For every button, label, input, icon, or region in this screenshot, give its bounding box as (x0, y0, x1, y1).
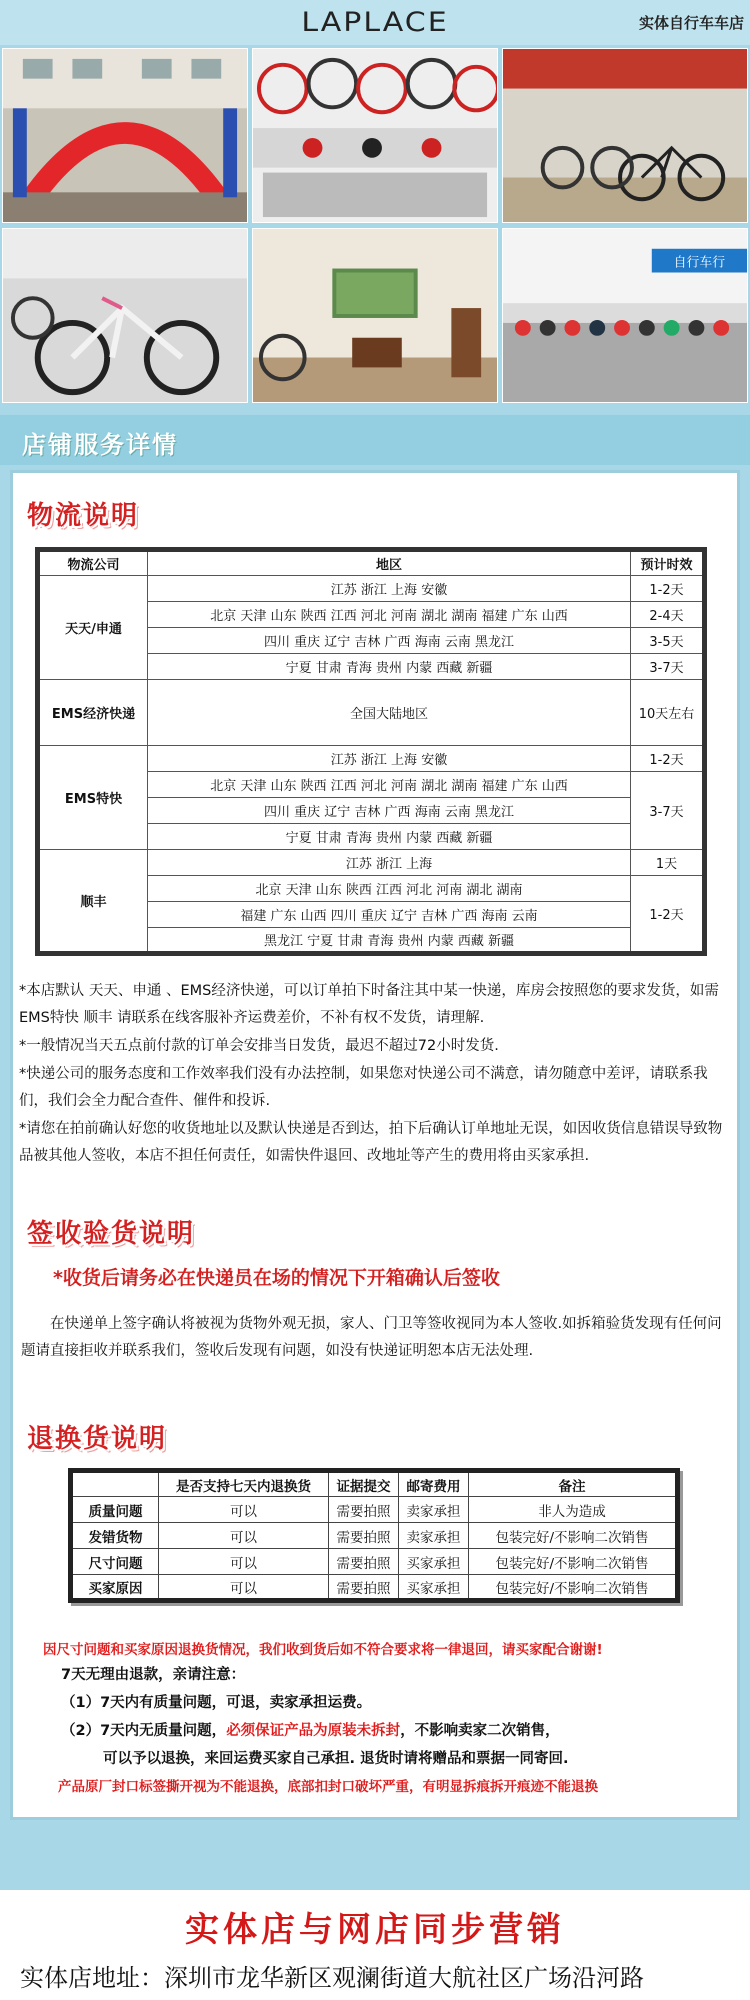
service-section-bar (0, 415, 750, 465)
area-cell: 江苏 浙江 上海 安徽 (148, 576, 631, 602)
table-row (71, 1523, 678, 1549)
logistics-note: *一般情况当天五点前付款的订单会安排当日发货，最迟不超过72小时发货. (19, 1038, 499, 1054)
returns-line: 可以予以退换，来回运费买家自己承担. 退货时请将赠品和票据一同寄回. (103, 1751, 569, 1767)
area-cell: 北京 天津 山东 陕西 江西 河北 河南 湖北 湖南 福建 广东 山西 (148, 772, 631, 798)
group-photo (502, 228, 748, 403)
store-photo-grid (2, 48, 748, 403)
area-cell: 江苏 浙江 上海 安徽 (148, 746, 631, 772)
wheel-wall-photo (252, 48, 498, 223)
company-cell: 顺丰 (38, 850, 148, 954)
time-cell: 3-7天 (631, 772, 705, 850)
logistics-title: 物流说明 (27, 501, 140, 531)
sync-marketing-title: 实体店与网店同步营销 (185, 1910, 565, 1950)
table-row (38, 576, 705, 602)
table-cell: 可以 (159, 1549, 329, 1575)
service-panel (10, 470, 740, 1820)
reason-cell: 尺寸问题 (71, 1549, 159, 1575)
table-header-cell: 是否支持七天内退换货 (159, 1471, 329, 1497)
returns-table (68, 1468, 680, 1603)
table-row (71, 1575, 678, 1601)
returns-line (61, 1719, 560, 1740)
reason-cell: 买家原因 (71, 1575, 159, 1601)
reason-cell: 质量问题 (71, 1497, 159, 1523)
table-cell: 可以 (159, 1575, 329, 1601)
table-cell: 非人为造成 (469, 1497, 678, 1523)
table-cell: 可以 (159, 1497, 329, 1523)
table-header-cell (71, 1471, 159, 1497)
time-cell: 1天 (631, 850, 705, 876)
white-bikes-photo (2, 228, 248, 403)
time-cell: 1-2天 (631, 576, 705, 602)
storefront-arch-photo (2, 48, 248, 223)
table-cell: 包装完好/不影响二次销售 (469, 1549, 678, 1575)
time-cell: 3-5天 (631, 628, 705, 654)
table-cell: 包装完好/不影响二次销售 (469, 1575, 678, 1601)
service-title: 店铺服务详情 (22, 431, 178, 459)
logistics-note: *本店默认 天天、申通 、EMS经济快递，可以订单拍下时备注其中某一快递，库房会按照您的要求发货，如需EMS特快 顺丰 请联系在线客服补齐运费差价，不补有权不发货，请理解. (19, 983, 719, 1026)
returns-line-part: （2）7天内无质量问题， (61, 1723, 227, 1739)
table-cell: 卖家承担 (399, 1523, 469, 1549)
company-cell: EMS特快 (38, 746, 148, 850)
table-cell: 需要拍照 (329, 1497, 399, 1523)
area-cell: 四川 重庆 辽宁 吉林 广西 海南 云南 黑龙江 (148, 628, 631, 654)
table-header-cell: 地区 (148, 550, 631, 576)
returns-line: （1）7天内有质量问题，可退，卖家承担运费。 (61, 1695, 372, 1711)
table-header-row (38, 550, 705, 576)
returns-warning: 因尺寸问题和买家原因退换货情况，我们收到货后如不符合要求将一律退回，请买家配合谢谢! (43, 1642, 603, 1658)
table-header-cell: 备注 (469, 1471, 678, 1497)
logistics-note: *请您在拍前确认好您的收货地址以及默认快递是否到达，拍下后确认订单地址无误，如因收货信息错误导致物品被其他人签收，本店不担任何责任，如需快件退回、改地址等产生的费用将由买家承担. (19, 1121, 723, 1164)
time-cell: 10天左右 (631, 680, 705, 746)
store-tag: 实体自行车车店 (638, 14, 744, 32)
area-cell: 宁夏 甘肃 青海 贵州 内蒙 西藏 新疆 (148, 824, 631, 850)
returns-line-highlight: 必须保证产品为原装未拆封 (226, 1723, 401, 1739)
table-header-cell: 证据提交 (329, 1471, 399, 1497)
lounge-photo (252, 228, 498, 403)
table-cell: 需要拍照 (329, 1523, 399, 1549)
table-cell: 买家承担 (399, 1575, 469, 1601)
returns-line: 7天无理由退款，亲请注意： (61, 1667, 246, 1683)
returns-line-part: ，不影响卖家二次销售， (400, 1723, 560, 1739)
company-cell: 天天/申通 (38, 576, 148, 680)
table-cell: 卖家承担 (399, 1497, 469, 1523)
table-cell: 需要拍照 (329, 1549, 399, 1575)
returns-warning: 产品原厂封口标签撕开视为不能退换，底部扣封口破坏严重，有明显拆痕拆开痕迹不能退换 (58, 1779, 598, 1795)
signing-warning: *收货后请务必在快递员在场的情况下开箱确认后签收 (53, 1267, 500, 1289)
area-cell: 江苏 浙江 上海 (148, 850, 631, 876)
area-cell: 四川 重庆 辽宁 吉林 广西 海南 云南 黑龙江 (148, 798, 631, 824)
logistics-note: *快递公司的服务态度和工作效率我们没有办法控制，如果您对快递公司不满意，请勿随意中差评，请联系我们，我们会全力配合查件、催件和投诉. (19, 1066, 708, 1109)
area-cell: 黑龙江 宁夏 甘肃 青海 贵州 内蒙 西藏 新疆 (148, 928, 631, 954)
time-cell: 1-2天 (631, 746, 705, 772)
reason-cell: 发错货物 (71, 1523, 159, 1549)
shop-sign-text: 自行车行 (673, 255, 726, 271)
table-header-row (71, 1471, 678, 1497)
laplace-logo: LAPLACE (301, 6, 449, 39)
header (0, 0, 750, 45)
table-header-cell: 预计时效 (631, 550, 705, 576)
time-cell: 1-2天 (631, 876, 705, 954)
area-cell: 北京 天津 山东 陕西 江西 河北 河南 湖北 湖南 福建 广东 山西 (148, 602, 631, 628)
area-cell: 北京 天津 山东 陕西 江西 河北 河南 湖北 湖南 (148, 876, 631, 902)
logistics-table (35, 547, 707, 956)
table-row (38, 850, 705, 876)
table-header-cell: 邮寄费用 (399, 1471, 469, 1497)
area-cell: 全国大陆地区 (148, 680, 631, 746)
table-row (38, 746, 705, 772)
signing-title: 签收验货说明 (27, 1219, 196, 1249)
signing-text: 在快递单上签字确认将被视为货物外观无损，家人、门卫等签收视同为本人签收.如拆箱验货发现有任何问题请直接拒收并联系我们，签收后发现有问题，如没有快递证明恕本店无法处理. (21, 1316, 722, 1359)
table-row (71, 1497, 678, 1523)
table-row (71, 1549, 678, 1575)
table-row (38, 680, 705, 746)
time-cell: 2-4天 (631, 602, 705, 628)
bottom-banner (0, 1890, 750, 2000)
time-cell: 3-7天 (631, 654, 705, 680)
area-cell: 福建 广东 山西 四川 重庆 辽宁 吉林 广西 海南 云南 (148, 902, 631, 928)
store-address: 实体店地址：深圳市龙华新区观澜街道大航社区广场沿河路 (20, 1964, 644, 1992)
company-cell: EMS经济快递 (38, 680, 148, 746)
table-cell: 需要拍照 (329, 1575, 399, 1601)
table-cell: 包装完好/不影响二次销售 (469, 1523, 678, 1549)
area-cell: 宁夏 甘肃 青海 贵州 内蒙 西藏 新疆 (148, 654, 631, 680)
returns-title: 退换货说明 (27, 1424, 168, 1454)
table-cell: 可以 (159, 1523, 329, 1549)
table-cell: 买家承担 (399, 1549, 469, 1575)
table-header-cell: 物流公司 (38, 550, 148, 576)
bike-display-photo (502, 48, 748, 223)
